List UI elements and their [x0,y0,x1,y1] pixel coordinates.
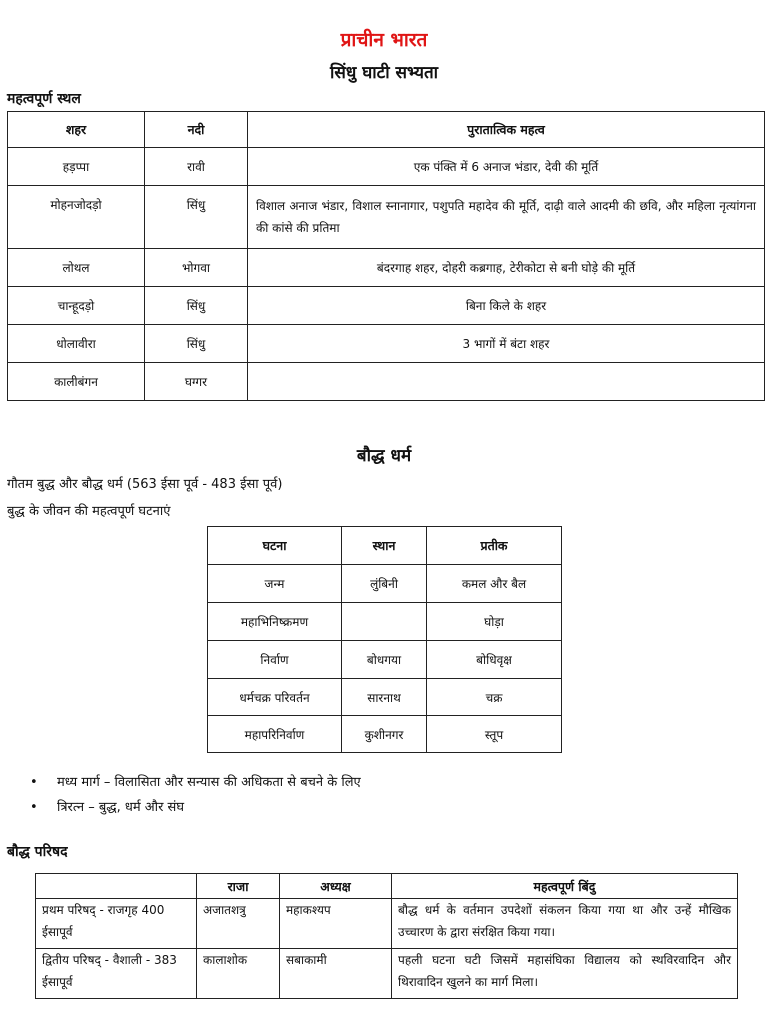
table-row [208,641,562,679]
cell-event: धर्मचक्र परिवर्तन [208,679,342,716]
section-title-indus: सिंधु घाटी सभ्यता [329,63,439,83]
cell-city: मोहनजोदड़ो [8,186,145,249]
table-row [208,603,562,641]
table-row [36,899,738,949]
header-significance: पुरातात्विक महत्व [248,112,765,148]
cell-place: कुशीनगर [342,716,427,753]
cell-note [248,363,765,401]
cell-note: एक पंक्ति में 6 अनाज भंडार, देवी की मूर्ति [248,148,765,186]
cell-river: सिंधु [145,287,248,325]
bullet-list [30,770,750,820]
cell-president: सबाकामी [280,949,392,999]
table-row [8,325,765,363]
header-symbol: प्रतीक [427,527,562,565]
table-row [36,949,738,999]
cell-river: रावी [145,148,248,186]
cell-symbol: कमल और बैल [427,565,562,603]
cell-river: सिंधु [145,186,248,249]
cell-event: जन्म [208,565,342,603]
cell-place: लुंबिनी [342,565,427,603]
cell-note: 3 भागों में बंटा शहर [248,325,765,363]
events-table [207,526,562,753]
cell-note: बिना किले के शहर [248,287,765,325]
table-row [8,186,765,249]
header-event: घटना [208,527,342,565]
cell-king: अजातशत्रु [197,899,280,949]
table-row [8,249,765,287]
cell-president: महाकश्यप [280,899,392,949]
cell-king: कालाशोक [197,949,280,999]
cell-river: सिंधु [145,325,248,363]
header-council [36,874,197,899]
table-row [8,287,765,325]
cell-place: सारनाथ [342,679,427,716]
header-place: स्थान [342,527,427,565]
cell-symbol: घोड़ा [427,603,562,641]
cell-place [342,603,427,641]
header-river: नदी [145,112,248,148]
bullet-icon: • [30,800,38,815]
bullet-text: त्रिरत्न – बुद्ध, धर्म और संघ [57,800,185,815]
cell-city: हड़प्पा [8,148,145,186]
bullet-icon: • [30,775,38,790]
cell-council: द्वितीय परिषद् - वैशाली - 383 ईसापूर्व [36,949,197,999]
cell-city: चान्हूदड़ो [8,287,145,325]
header-king: राजा [197,874,280,899]
cell-symbol: चक्र [427,679,562,716]
cell-event: महापरिनिर्वाण [208,716,342,753]
section-title-buddhism: बौद्ध धर्म [356,446,412,466]
cell-symbol: बोधिवृक्ष [427,641,562,679]
cell-note: विशाल अनाज भंडार, विशाल स्नानागार, पशुपति महादेव की मूर्ति, दाढ़ी वाले आदमी की छवि, और महिला नृत्यांगना की कांसे की प्रतिमा [248,186,765,249]
table-row [208,716,562,753]
cell-note: बंदरगाह शहर, दोहरी कब्रगाह, टेरीकोटा से बनी घोड़े की मूर्ति [248,249,765,287]
councils-table [35,873,738,999]
table-row [208,565,562,603]
table-header-row [208,527,562,565]
cell-event: निर्वाण [208,641,342,679]
cell-river: घग्गर [145,363,248,401]
table-row [8,363,765,401]
sites-heading: महत्वपूर्ण स्थल [7,91,81,107]
table-header-row [8,112,765,148]
sites-table [7,111,765,401]
cell-point: पहली घटना घटी जिसमें महासंघिका विद्यालय को स्थविरवादिन और थिरावादिन खुलने का मार्ग मिला। [392,949,738,999]
page-title: प्राचीन भारत [340,29,428,51]
cell-point: बौद्ध धर्म के वर्तमान उपदेशों संकलन किया गया था और उन्हें मौखिक उच्चारण के द्वारा संरक्षित किया गया। [392,899,738,949]
cell-city: धोलावीरा [8,325,145,363]
table-row [208,679,562,716]
cell-river: भोगवा [145,249,248,287]
cell-city: लोथल [8,249,145,287]
cell-city: कालीबंगन [8,363,145,401]
bullet-text: मध्य मार्ग – विलासिता और सन्यास की अधिकता से बचने के लिए [57,775,361,790]
header-president: अध्यक्ष [280,874,392,899]
list-item [30,770,750,795]
header-city: शहर [8,112,145,148]
cell-place: बोधगया [342,641,427,679]
events-heading: बुद्ध के जीवन की महत्वपूर्ण घटनाएं [7,504,171,519]
header-point: महत्वपूर्ण बिंदु [392,874,738,899]
list-item [30,795,750,820]
cell-event: महाभिनिष्क्रमण [208,603,342,641]
table-header-row [36,874,738,899]
buddha-intro: गौतम बुद्ध और बौद्ध धर्म (563 ईसा पूर्व - 483 ईसा पूर्व) [7,477,283,492]
cell-symbol: स्तूप [427,716,562,753]
cell-council: प्रथम परिषद् - राजगृह 400 ईसापूर्व [36,899,197,949]
councils-heading: बौद्ध परिषद [7,844,68,860]
table-row [8,148,765,186]
